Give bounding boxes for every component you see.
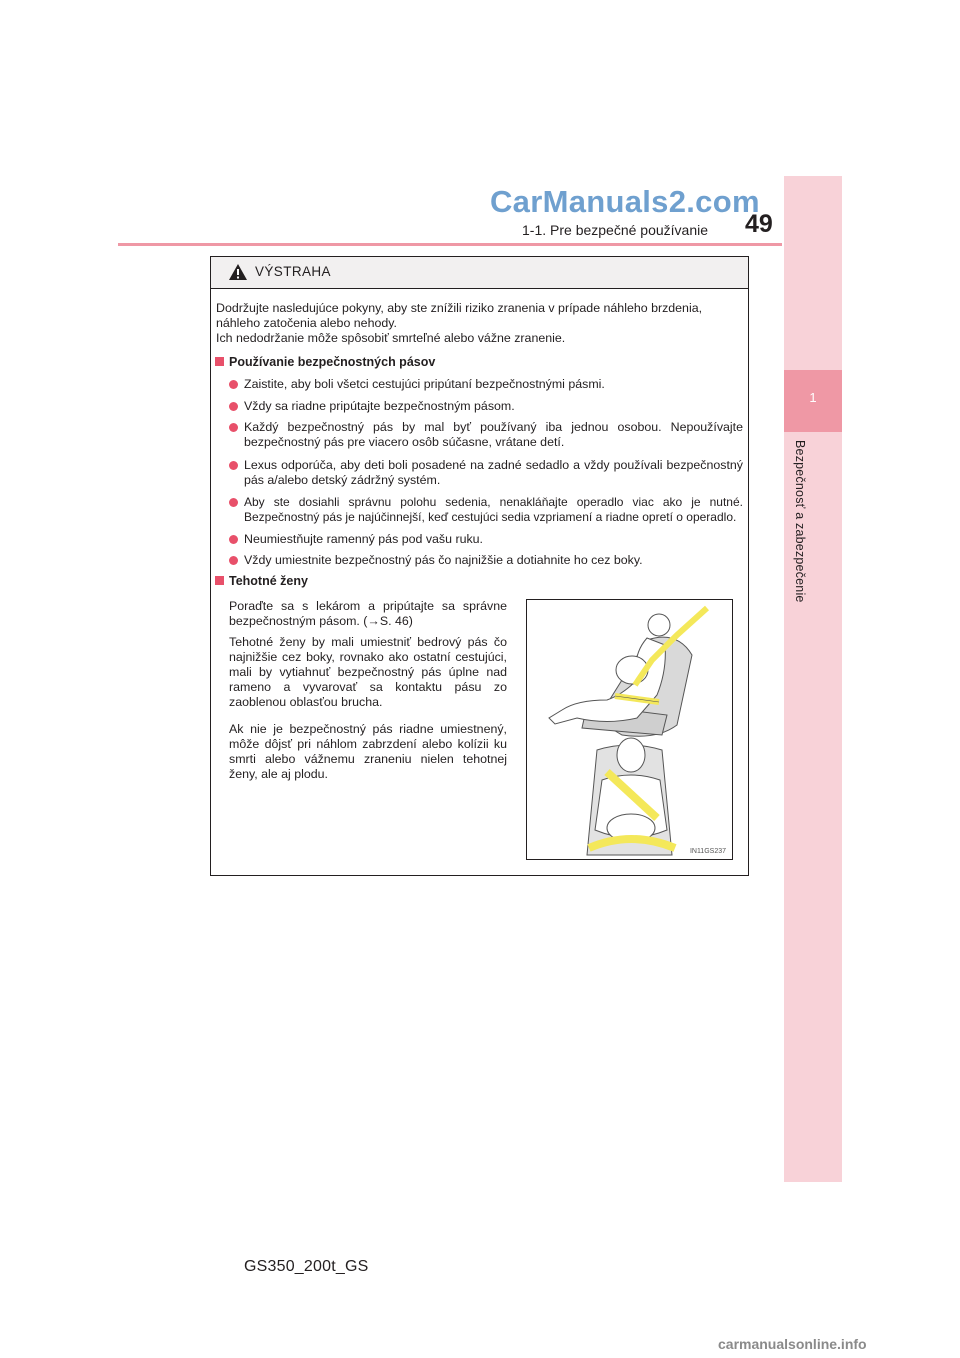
list-item: Vždy sa riadne pripútajte bezpečnostným pásom. <box>229 399 743 414</box>
list-item: Každý bezpečnostný pás by mal byť používaný iba jednou osobou. Nepoužívajte bezpečnostný pás pre viacero osôb súčasne, vrátane detí. <box>229 420 743 450</box>
illustration-code: IN11GS237 <box>689 848 726 855</box>
warning-box <box>210 256 749 876</box>
section-title: 1-1. Pre bezpečné používanie <box>522 222 709 238</box>
warning-title: VÝSTRAHA <box>255 264 331 279</box>
side-tab-strip <box>784 176 842 1182</box>
circle-bullet-icon <box>229 535 238 544</box>
pregnant-seatbelt-illustration <box>526 599 733 860</box>
pregnant-heading: Tehotné ženy <box>215 574 308 588</box>
paragraph: Ak nie je bezpečnostný pás riadne umiestnený, môže dôjsť pri náhlom zabrzdení alebo kolízii ku smrti alebo vážnemu zraneniu nielen tehotnej ženy, ale aj plodu. <box>229 722 507 781</box>
intro-line: Ich nedodržanie môže spôsobiť smrteľné alebo vážne zranenie. <box>216 331 566 345</box>
chapter-title: Bezpečnosť a zabezpečenie <box>793 440 807 603</box>
warning-triangle-icon <box>228 263 248 281</box>
seatbelt-heading: Používanie bezpečnostných pásov <box>215 355 435 369</box>
circle-bullet-icon <box>229 402 238 411</box>
circle-bullet-icon <box>229 556 238 565</box>
intro-line: náhleho zatočenia alebo nehody. <box>216 316 397 330</box>
square-bullet-icon <box>215 576 224 585</box>
list-item: Lexus odporúča, aby deti boli posadené na zadné sedadlo a vždy používali bezpečnostný pás a/alebo detský zádržný systém. <box>229 458 743 488</box>
circle-bullet-icon <box>229 498 238 507</box>
header-rule <box>118 243 782 246</box>
watermark-logo: CarManuals2.com <box>490 184 760 219</box>
paragraph: Tehotné ženy by mali umiestniť bedrový pás čo najnižšie cez boky, rovnako ako ostatní cestujúci, mali by vytiahnuť bezpečnostný pás úplne nad rameno a vyvarovať sa kontaktu pásu zo zaoblenou oblasťou brucha. <box>229 635 507 709</box>
paragraph: Poraďte sa s lekárom a pripútajte sa správne bezpečnostným pásom. (→S. 46) <box>229 599 507 628</box>
footer-watermark: carmanualsonline.info <box>718 1336 867 1352</box>
circle-bullet-icon <box>229 461 238 470</box>
warning-intro <box>216 301 744 346</box>
footer-model: GS350_200t_GS <box>244 1258 369 1275</box>
list-item: Aby ste dosiahli správnu polohu sedenia, nenakláňajte operadlo viac ako je nutné. Bezpečnostný pás je najúčinnejší, keď cestujúci sedia vzpriamení a riadne opretí o operadlo. <box>229 495 743 525</box>
circle-bullet-icon <box>229 423 238 432</box>
seatbelt-figure <box>527 600 732 859</box>
intro-line: Dodržujte nasledujúce pokyny, aby ste znížili riziko zranenia v prípade náhleho brzdenia, <box>216 301 703 315</box>
warning-header <box>211 257 748 289</box>
square-bullet-icon <box>215 357 224 366</box>
list-item: Zaistite, aby boli všetci cestujúci pripútaní bezpečnostnými pásmi. <box>229 377 743 392</box>
chapter-number: 1 <box>809 390 817 405</box>
list-item: Vždy umiestnite bezpečnostný pás čo najnižšie a dotiahnite ho cez boky. <box>229 553 743 568</box>
list-item: Neumiestňujte ramenný pás pod vašu ruku. <box>229 532 743 547</box>
page-number: 49 <box>745 210 773 238</box>
circle-bullet-icon <box>229 380 238 389</box>
